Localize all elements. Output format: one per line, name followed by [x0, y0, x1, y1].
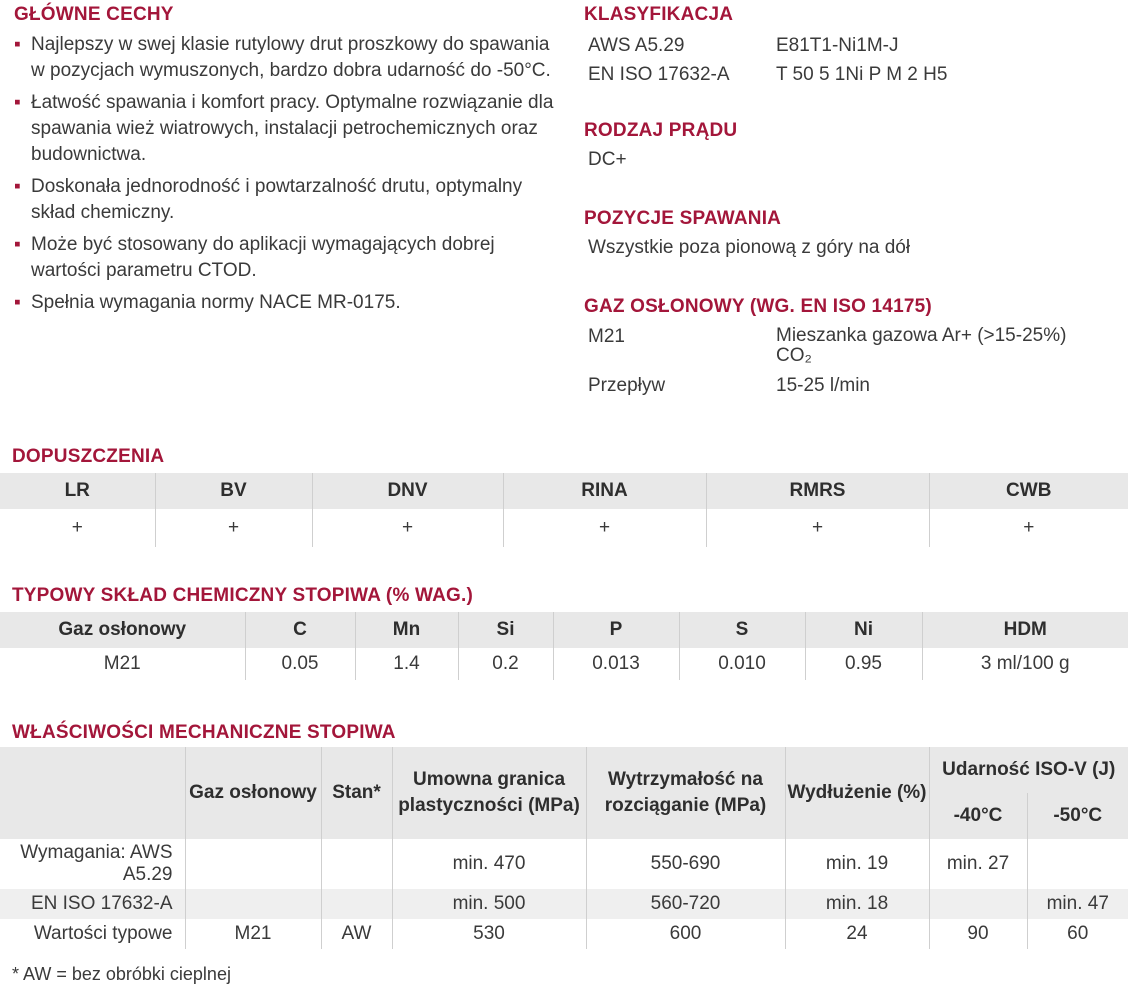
approval-value: +	[929, 509, 1128, 547]
features-list	[14, 32, 554, 322]
mech-value	[321, 839, 392, 889]
approval-header: LR	[0, 473, 155, 509]
mechanical-heading: WŁAŚCIWOŚCI MECHANICZNE STOPIWA	[12, 722, 396, 743]
approval-header: DNV	[312, 473, 503, 509]
chem-value: 3 ml/100 g	[922, 648, 1128, 680]
positions-value: Wszystkie poza pionową z góry na dół	[588, 237, 911, 258]
gas-label: M21	[588, 326, 625, 347]
approvals-heading: DOPUSZCZENIA	[12, 446, 165, 467]
mech-value: 600	[586, 919, 785, 949]
table-header-row	[0, 747, 1128, 793]
chem-header: HDM	[922, 612, 1128, 648]
chem-header: Mn	[355, 612, 458, 648]
mech-header: Wytrzymałość na rozciąganie (MPa)	[586, 747, 785, 839]
bullet-icon: ▪	[14, 292, 21, 313]
mech-value	[1027, 839, 1128, 889]
table-row	[0, 648, 1128, 680]
mech-value: min. 47	[1027, 889, 1128, 919]
classification-value: E81T1-Ni1M-J	[776, 35, 899, 56]
current-value: DC+	[588, 149, 627, 170]
table-header-row	[0, 473, 1128, 509]
chem-value: 0.013	[553, 648, 679, 680]
gas-value: Mieszanka gazowa Ar+ (>15-25%) CO₂	[776, 325, 1067, 366]
chem-header: Si	[458, 612, 553, 648]
approval-header: BV	[155, 473, 312, 509]
bullet-icon: ▪	[14, 176, 21, 197]
chem-value: 0.2	[458, 648, 553, 680]
gas-heading: GAZ OSŁONOWY (WG. EN ISO 14175)	[584, 296, 932, 317]
mech-value	[929, 889, 1027, 919]
chem-header: Gaz osłonowy	[0, 612, 245, 648]
mech-value: min. 19	[785, 839, 929, 889]
mech-header: Wydłużenie (%)	[785, 747, 929, 839]
chem-value: 0.05	[245, 648, 355, 680]
classification-label: AWS A5.29	[588, 35, 685, 56]
mech-value: min. 500	[392, 889, 586, 919]
mechanical-table	[0, 747, 1128, 949]
classification-value: T 50 5 1Ni P M 2 H5	[776, 64, 948, 85]
positions-heading: POZYCJE SPAWANIA	[584, 208, 782, 229]
chem-value: 0.95	[805, 648, 922, 680]
mech-header: Gaz osłonowy	[185, 747, 321, 839]
approval-header: RMRS	[706, 473, 929, 509]
table-row	[0, 889, 1128, 919]
chem-value: M21	[103, 653, 141, 674]
approvals-table	[0, 473, 1128, 547]
classification-heading: KLASYFIKACJA	[584, 4, 734, 25]
features-heading: GŁÓWNE CECHY	[14, 4, 174, 25]
table-row	[0, 919, 1128, 949]
chem-header: C	[245, 612, 355, 648]
chem-value: 0.010	[679, 648, 805, 680]
mech-value: min. 18	[785, 889, 929, 919]
gas-label: Przepływ	[588, 375, 666, 396]
approval-value: +	[155, 509, 312, 547]
mech-header: Stan*	[321, 747, 392, 839]
approval-header: CWB	[929, 473, 1128, 509]
table-row	[0, 839, 1128, 889]
mech-value: min. 27	[929, 839, 1027, 889]
mech-row-label: Wartości typowe	[33, 923, 173, 944]
bullet-icon: ▪	[14, 234, 21, 255]
mech-header: Umowna granica plastyczności (MPa)	[392, 747, 586, 839]
footnote: * AW = bez obróbki cieplnej	[12, 964, 231, 984]
table-row	[0, 509, 1128, 547]
mech-value: M21	[185, 919, 321, 949]
mech-header-empty	[0, 747, 185, 839]
mech-value: 24	[785, 919, 929, 949]
mech-value: 60	[1027, 919, 1128, 949]
mech-value	[321, 889, 392, 919]
chem-value: 1.4	[355, 648, 458, 680]
feature-item: ▪ Doskonała jednorodność i powtarzalność drutu, optymalny skład chemiczny.	[14, 176, 523, 223]
chemistry-table	[0, 612, 1128, 680]
mech-row-label: EN ISO 17632-A	[0, 889, 185, 919]
mech-value: 530	[392, 919, 586, 949]
approval-value: +	[706, 509, 929, 547]
bullet-icon: ▪	[14, 92, 21, 113]
mech-value: min. 470	[392, 839, 586, 889]
mech-header: -40°C	[929, 793, 1027, 839]
mech-value: AW	[321, 919, 392, 949]
feature-item: ▪ Łatwość spawania i komfort pracy. Optymalne rozwiązanie dla spawania wież wiatrowych, instalacji petrochemicznych oraz budownictwa.	[14, 92, 554, 165]
mech-header: Udarność ISO-V (J)	[929, 747, 1128, 793]
feature-item: ▪ Najlepszy w swej klasie rutylowy drut proszkowy do spawania w pozycjach wymuszonych, bardzo dobra udarność do -50°C.	[14, 34, 551, 81]
chemistry-heading: TYPOWY SKŁAD CHEMICZNY STOPIWA (% WAG.)	[12, 585, 474, 606]
gas-value: 15-25 l/min	[776, 375, 870, 396]
current-heading: RODZAJ PRĄDU	[584, 120, 738, 141]
approval-value: +	[71, 517, 83, 538]
mech-row-label: Wymagania: AWS A5.29	[20, 842, 173, 885]
bullet-icon: ▪	[14, 34, 21, 55]
mech-value	[185, 839, 321, 889]
feature-item: ▪ Może być stosowany do aplikacji wymagających dobrej wartości parametru CTOD.	[14, 234, 495, 281]
table-header-row	[0, 612, 1128, 648]
mech-header: -50°C	[1027, 793, 1128, 839]
feature-item: ▪ Spełnia wymagania normy NACE MR-0175.	[14, 290, 554, 316]
chem-header: P	[553, 612, 679, 648]
chem-header: Ni	[805, 612, 922, 648]
approval-value: +	[312, 509, 503, 547]
mech-value: 560-720	[586, 889, 785, 919]
approval-value: +	[503, 509, 706, 547]
mech-value	[185, 889, 321, 919]
approval-header: RINA	[503, 473, 706, 509]
classification-label: EN ISO 17632-A	[588, 64, 730, 85]
mech-value: 550-690	[586, 839, 785, 889]
chem-header: S	[679, 612, 805, 648]
mech-value: 90	[929, 919, 1027, 949]
